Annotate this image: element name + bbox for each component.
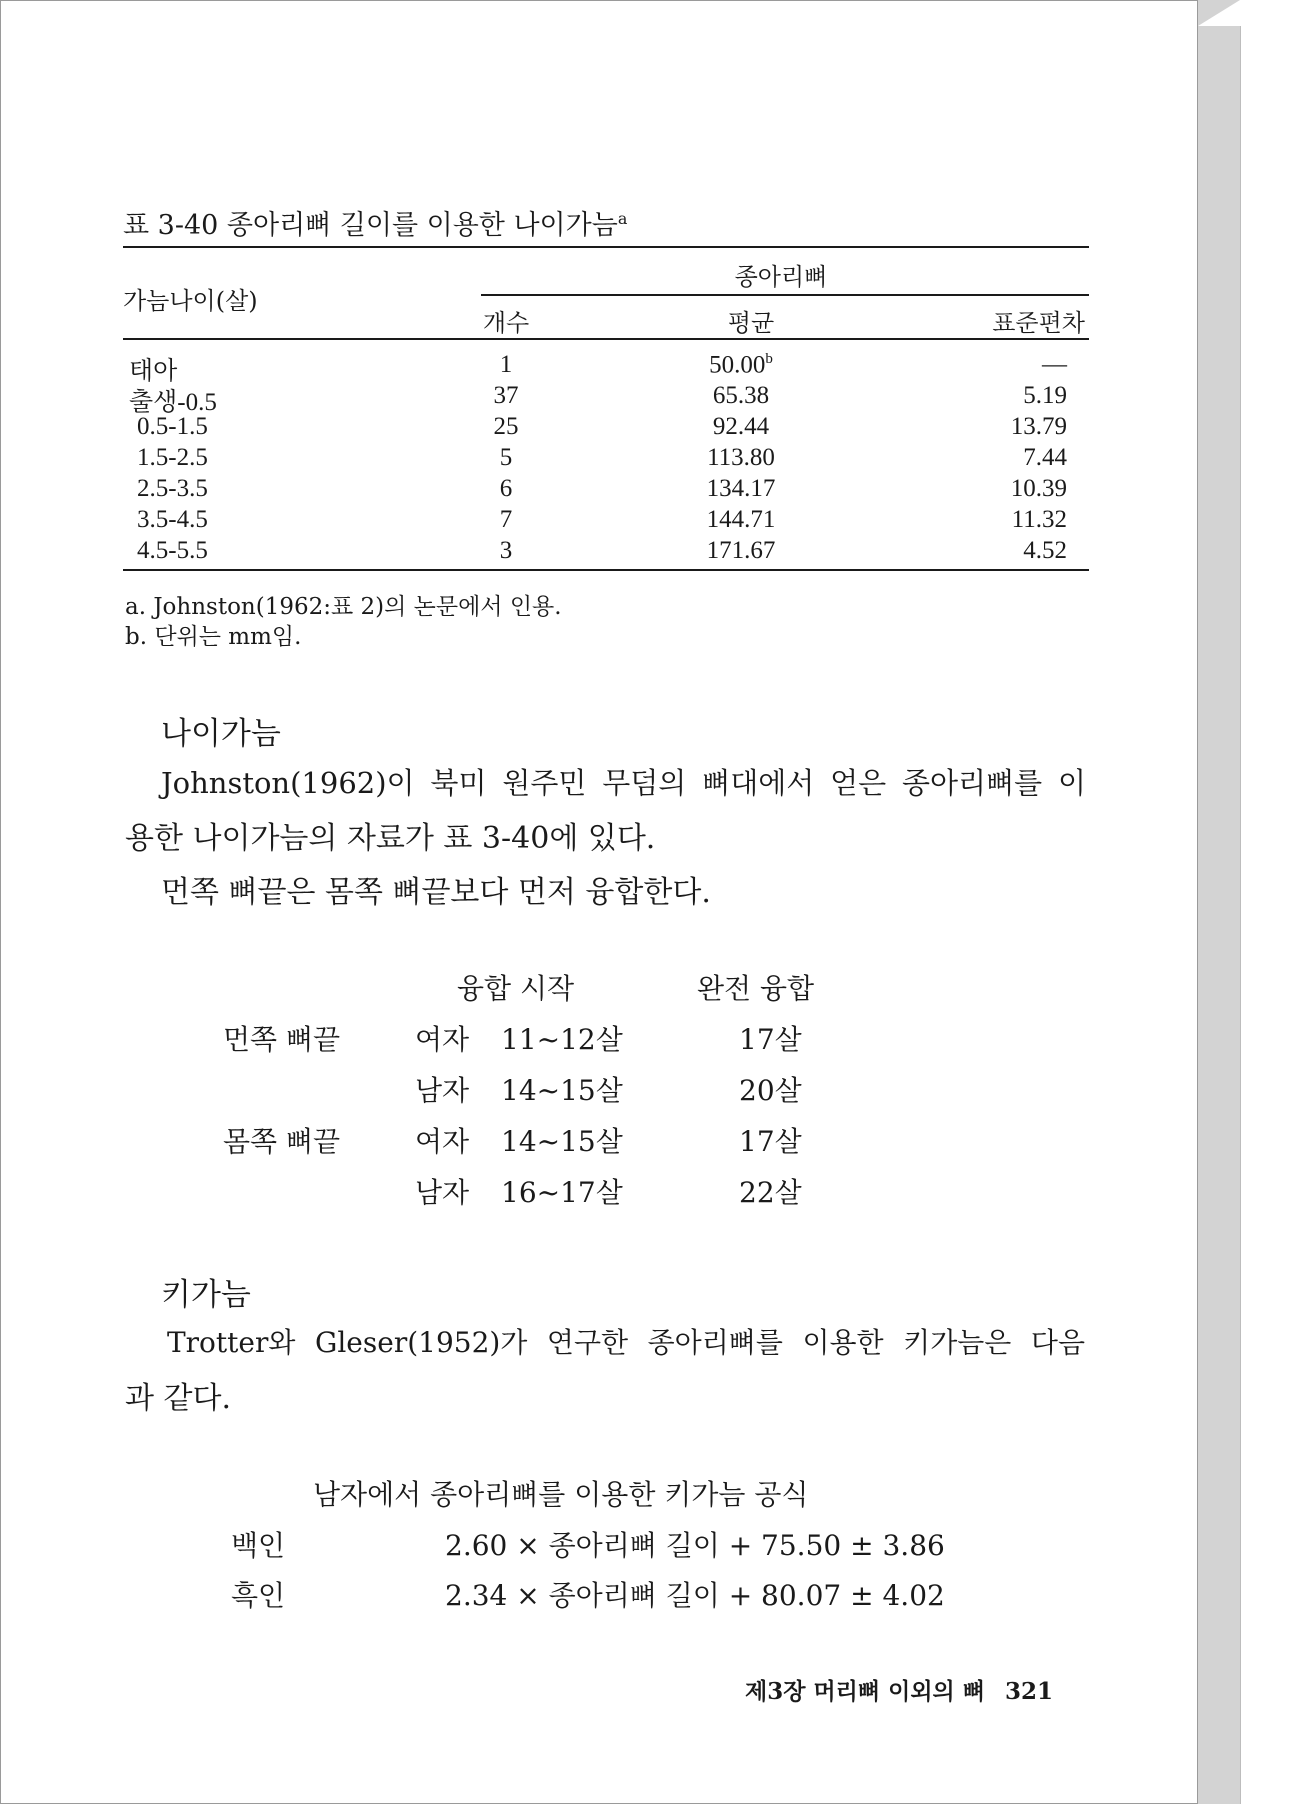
table-header-rule (123, 338, 1089, 340)
cell-sd: — (1042, 351, 1067, 378)
fusion-part: 몸쪽 뼈끝 (223, 1125, 341, 1158)
cell-mean: 144.71 (706, 506, 776, 533)
caption-superscript: a (617, 209, 628, 228)
footnote-a: a. Johnston(1962:표 2)의 논문에서 인용. (125, 594, 562, 620)
fusion-start: 16~17살 (501, 1176, 623, 1209)
cell-sd: 13.79 (1010, 413, 1067, 440)
cell-age: 4.5-5.5 (137, 537, 208, 564)
paragraph-line: 용한 나이가늠의 자료가 표 3-40에 있다. (125, 821, 656, 856)
cell-mean: 134.17 (706, 475, 776, 502)
formula-title: 남자에서 종아리뼈를 이용한 키가늠 공식 (313, 1478, 809, 1511)
cell-count: 1 (499, 351, 513, 378)
table-group-header: 종아리뼈 (734, 263, 828, 291)
paragraph: 먼쪽 뼈끝은 몸쪽 뼈끝보다 먼저 융합한다. (161, 875, 711, 910)
table-header-count: 개수 (482, 309, 530, 337)
running-footer (745, 1673, 1053, 1706)
table-bottom-rule (123, 569, 1089, 571)
paragraph-line: 과 같다. (125, 1381, 232, 1416)
cell-age: 출생-0.5 (129, 389, 217, 416)
section-heading-stature: 키가늠 (161, 1277, 251, 1313)
table-header-mean: 평균 (727, 309, 775, 337)
table-top-rule (123, 246, 1089, 248)
fusion-complete: 20살 (739, 1074, 802, 1107)
cell-sd: 7.44 (1023, 444, 1067, 471)
fusion-sex: 남자 (415, 1176, 470, 1209)
footer-chapter: 제3장 머리뼈 이외의 뼈 (745, 1678, 985, 1705)
fusion-sex: 여자 (415, 1125, 470, 1158)
cell-sd: 10.39 (1010, 475, 1067, 502)
fusion-part: 먼쪽 뼈끝 (223, 1023, 341, 1056)
cell-count: 5 (499, 444, 513, 471)
cell-age: 태아 (129, 358, 178, 385)
fusion-complete: 17살 (739, 1023, 802, 1056)
cell-age: 2.5-3.5 (137, 475, 208, 502)
cell-count: 37 (493, 382, 519, 409)
book-spine (1198, 0, 1240, 1804)
cell-age: 0.5-1.5 (137, 413, 208, 440)
footnote-b: b. 단위는 mm임. (125, 624, 302, 650)
cell-mean: 113.80 (707, 444, 775, 471)
fusion-complete: 17살 (739, 1125, 802, 1158)
cell-mean: 50.00$^b$ (709, 351, 773, 379)
table-group-rule (481, 294, 1089, 296)
fusion-complete: 22살 (739, 1176, 802, 1209)
section-heading-age: 나이가늠 (161, 716, 281, 752)
formula-expression: 2.60 × 종아리뼈 길이 + 75.50 ± 3.86 (445, 1529, 945, 1562)
cell-age: 3.5-4.5 (137, 506, 208, 533)
fusion-start: 11~12살 (501, 1023, 623, 1056)
table-header-age: 가늠나이(살) (123, 287, 258, 315)
fusion-sex: 여자 (415, 1023, 470, 1056)
mean-superscript: b (765, 351, 773, 367)
fusion-start: 14~15살 (501, 1074, 623, 1107)
cell-count: 6 (499, 475, 513, 502)
formula-group: 백인 (231, 1529, 286, 1562)
cell-count: 25 (493, 413, 519, 440)
cell-sd: 5.19 (1023, 382, 1067, 409)
table-caption: 표 3-40 종아리뼈 길이를 이용한 나이가늠$^a$ (123, 209, 628, 241)
paragraph-line: Trotter와 Gleser(1952)가 연구한 종아리뼈를 이용한 키가늠은 다음 (167, 1326, 1085, 1359)
cell-age: 1.5-2.5 (137, 444, 208, 471)
fusion-header-start: 융합 시작 (457, 972, 575, 1005)
fusion-header-complete: 완전 융합 (697, 972, 815, 1005)
page-number: 321 (1005, 1678, 1054, 1705)
cell-count: 3 (499, 537, 513, 564)
formula-expression: 2.34 × 종아리뼈 길이 + 80.07 ± 4.02 (445, 1579, 945, 1612)
cell-mean: 171.67 (706, 537, 776, 564)
fusion-sex: 남자 (415, 1074, 470, 1107)
cell-mean: 92.44 (712, 413, 770, 440)
paragraph-line: Johnston(1962)이 북미 원주민 무덤의 뼈대에서 얻은 종아리뼈를 이 (161, 766, 1086, 800)
cell-sd: 4.52 (1023, 537, 1067, 564)
cell-sd: 11.32 (1011, 506, 1067, 533)
fusion-start: 14~15살 (501, 1125, 623, 1158)
table-header-sd: 표준편차 (992, 309, 1085, 337)
cell-count: 7 (499, 506, 513, 533)
spine-edge (1240, 26, 1241, 1804)
cell-mean: 65.38 (712, 382, 770, 409)
formula-group: 흑인 (231, 1579, 286, 1612)
spine-corner (1198, 0, 1240, 26)
